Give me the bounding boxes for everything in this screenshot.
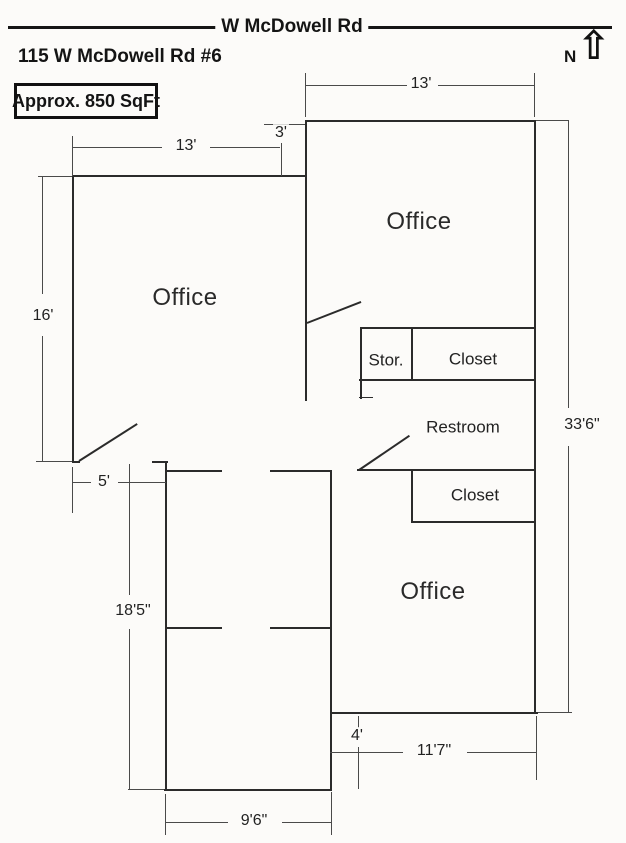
dimension-line [358, 716, 359, 728]
dimension-tick [536, 120, 569, 121]
dimension-line [438, 85, 535, 86]
wall-storage-left [360, 327, 362, 399]
room-label-closet-lower: Closet [450, 485, 500, 505]
area-note-box [11, 83, 161, 119]
wall-middle-room-divider-right [270, 627, 330, 629]
wall-lower-closet-bottom [411, 521, 536, 523]
dimension-tick [331, 792, 332, 835]
dimension-line [72, 147, 162, 148]
wall-top-right-office-top [305, 120, 536, 122]
door-swing-restroom [358, 435, 410, 471]
room-label-office-left: Office [152, 283, 218, 311]
dimension-tick [305, 73, 306, 117]
dimension-line [568, 121, 569, 408]
wall-middle-room-divider-left [166, 627, 222, 629]
room-label-restroom: Restroom [426, 417, 500, 437]
wall-restroom-bottom [357, 469, 536, 471]
dimension-line [129, 629, 130, 789]
dimension-tick [538, 712, 572, 713]
dimension-label-hallway-width: 5' [98, 473, 110, 491]
wall-middle-room-top-left [166, 470, 222, 472]
dimension-label-top-right-width: 13' [410, 75, 432, 93]
dimension-label-left-office-depth: 16' [32, 307, 54, 325]
dimension-label-middle-room-depth: 18'5" [115, 602, 151, 620]
wall-middle-room-bottom [164, 789, 332, 791]
wall-lower-closet-left [411, 469, 413, 523]
dimension-line [42, 177, 43, 294]
dimension-line [210, 147, 280, 148]
dimension-label-bottom-office-width: 11'7" [416, 742, 452, 760]
wall-storage-jamb [359, 397, 373, 398]
wall-middle-room-top-right [270, 470, 332, 472]
dimension-line [118, 482, 166, 483]
dimension-line [73, 482, 91, 483]
road-name-label: W McDowell Rd [215, 16, 368, 38]
dimension-tick [128, 789, 164, 790]
room-label-office-top-right: Office [386, 207, 452, 235]
dimension-line [305, 85, 407, 86]
dimension-label-left-top-width: 13' [175, 137, 197, 155]
dimension-label-top-offset: 3' [275, 124, 287, 142]
wall-middle-room-left [165, 461, 167, 791]
dimension-tick [36, 461, 72, 462]
dimension-line [42, 336, 43, 462]
room-label-office-bottom: Office [400, 577, 466, 605]
dimension-tick [72, 467, 73, 513]
dimension-label-east-side-depth: 33'6" [564, 416, 600, 434]
dimension-line [165, 822, 228, 823]
wall-top-right-office-left [305, 120, 307, 401]
dimension-line [330, 752, 403, 753]
dimension-line [358, 747, 359, 789]
dimension-line [129, 464, 130, 595]
north-arrow-icon: ⇧ [577, 24, 611, 68]
dimension-line [568, 446, 569, 712]
road-line-right [352, 26, 612, 29]
north-label: N [564, 47, 577, 66]
dimension-tick [536, 716, 537, 780]
dimension-tick [38, 176, 72, 177]
wall-east-exterior [534, 120, 536, 714]
dimension-tick [165, 794, 166, 835]
wall-storage-closet-divider [411, 327, 413, 380]
road-line-left [8, 26, 232, 29]
area-note-label: Approx. 850 SqFt [11, 90, 161, 111]
dimension-line [281, 143, 282, 176]
dimension-label-bottom-notch-depth: 4' [351, 727, 363, 745]
wall-left-office-left [72, 175, 74, 463]
wall-bottom-office-bottom [330, 712, 538, 714]
door-swing-top-right-office [307, 301, 362, 324]
dimension-tick [534, 73, 535, 117]
dimension-line [467, 752, 537, 753]
wall-left-office-top [72, 175, 307, 177]
wall-storage-bottom [359, 379, 536, 381]
address-label: 115 W McDowell Rd #6 [18, 46, 222, 67]
dimension-tick [72, 136, 73, 176]
room-label-storage: Stor. [368, 350, 404, 370]
dimension-line [282, 822, 331, 823]
door-swing-left-office [78, 423, 137, 462]
wall-middle-room-right [330, 470, 332, 791]
dimension-label-bottom-room-width: 9'6" [240, 812, 268, 830]
room-label-closet-upper: Closet [448, 349, 498, 369]
wall-storage-top [360, 327, 536, 329]
